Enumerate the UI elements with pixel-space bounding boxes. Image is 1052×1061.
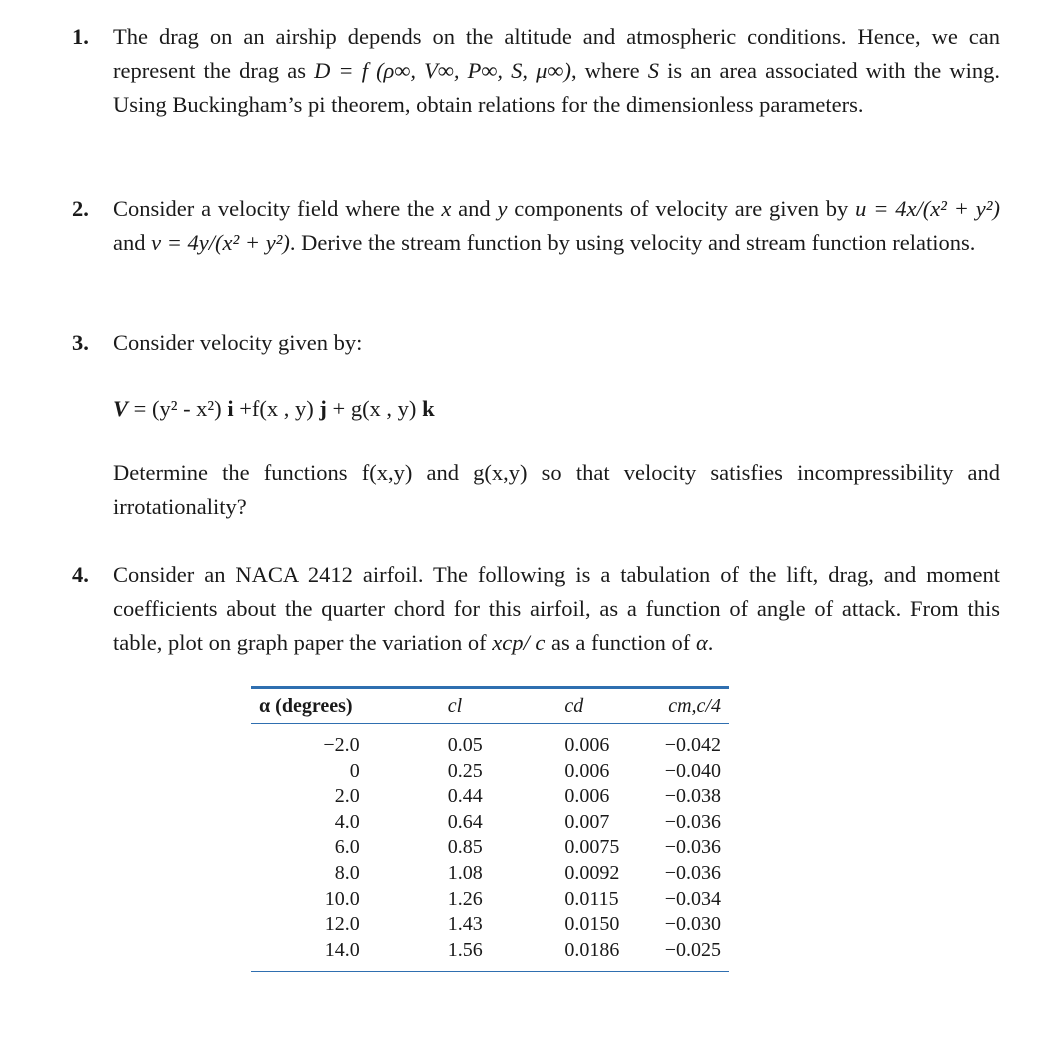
question-text: Consider a velocity field where the x and y components of velocity are given by u = 4x/(x² + y²) and v = 4y/(x² + y²). Derive the stream function by using velocity and stream function relations. bbox=[113, 196, 1000, 255]
question-number: 1. bbox=[72, 24, 89, 49]
question-text: The drag on an airship depends on the altitude and atmospheric conditions. Hence, we can represent the drag as D = f (ρ∞, V∞, P∞, S, μ∞), where S is an area associated with the wing. Using Buckingham’s pi theorem, obtain relations for the dimensionless parameters. bbox=[113, 24, 1000, 117]
question-1 bbox=[70, 20, 1000, 122]
table-row: 12.0 1.43 0.0150 −0.030 bbox=[324, 913, 721, 936]
header-cm: cm,c/4 bbox=[665, 688, 729, 724]
table-header-row bbox=[251, 688, 729, 724]
airfoil-coefficient-table bbox=[251, 686, 729, 972]
v-equation: v = 4y/(x² + y²) bbox=[151, 230, 290, 255]
table-row: 0 0.25 0.006 −0.040 bbox=[349, 759, 721, 782]
header-alpha: α (degrees) bbox=[251, 688, 390, 724]
header-cd: cd bbox=[536, 688, 664, 724]
table-row: 2.0 0.44 0.006 −0.038 bbox=[334, 785, 721, 808]
question-3 bbox=[70, 326, 1000, 524]
drag-formula: D = f (ρ∞, V∞, P∞, S, μ∞) bbox=[314, 58, 571, 83]
header-cl: cl bbox=[390, 688, 537, 724]
question-number: 4. bbox=[72, 562, 89, 587]
table-row: −2.0 0.05 0.006 −0.042 bbox=[323, 734, 721, 756]
question-4 bbox=[70, 558, 1000, 660]
xcp-ratio: xcp/ c bbox=[492, 630, 546, 655]
table-row: 6.0 0.85 0.0075 −0.036 bbox=[334, 836, 721, 859]
question-text bbox=[113, 326, 1000, 524]
table-row: 14.0 1.56 0.0186 −0.025 bbox=[251, 938, 729, 972]
table-row: 4.0 0.64 0.007 −0.036 bbox=[334, 810, 721, 833]
velocity-equation: V = (y² - x²) i +f(x , y) j + g(x , y) k bbox=[113, 396, 435, 421]
question-number: 3. bbox=[72, 330, 89, 355]
question-number: 2. bbox=[72, 196, 89, 221]
table-row: 10.0 1.26 0.0115 −0.034 bbox=[324, 887, 721, 910]
question-text: Consider an NACA 2412 airfoil. The following is a tabulation of the lift, drag, and moment coefficients about the quarter chord for this airfoil, as a function of angle of attack. From this table, plot on graph paper the variation of xcp/ c as a function of α. bbox=[113, 562, 1000, 655]
question-2 bbox=[70, 192, 1000, 260]
question-task: Determine the functions f(x,y) and g(x,y) so that velocity satisfies incompressibility and irrotationality? bbox=[113, 460, 1000, 519]
table-row: 8.0 1.08 0.0092 −0.036 bbox=[334, 861, 721, 884]
question-intro: Consider velocity given by: bbox=[113, 330, 363, 355]
u-equation: u = 4x/(x² + y²) bbox=[855, 196, 1000, 221]
